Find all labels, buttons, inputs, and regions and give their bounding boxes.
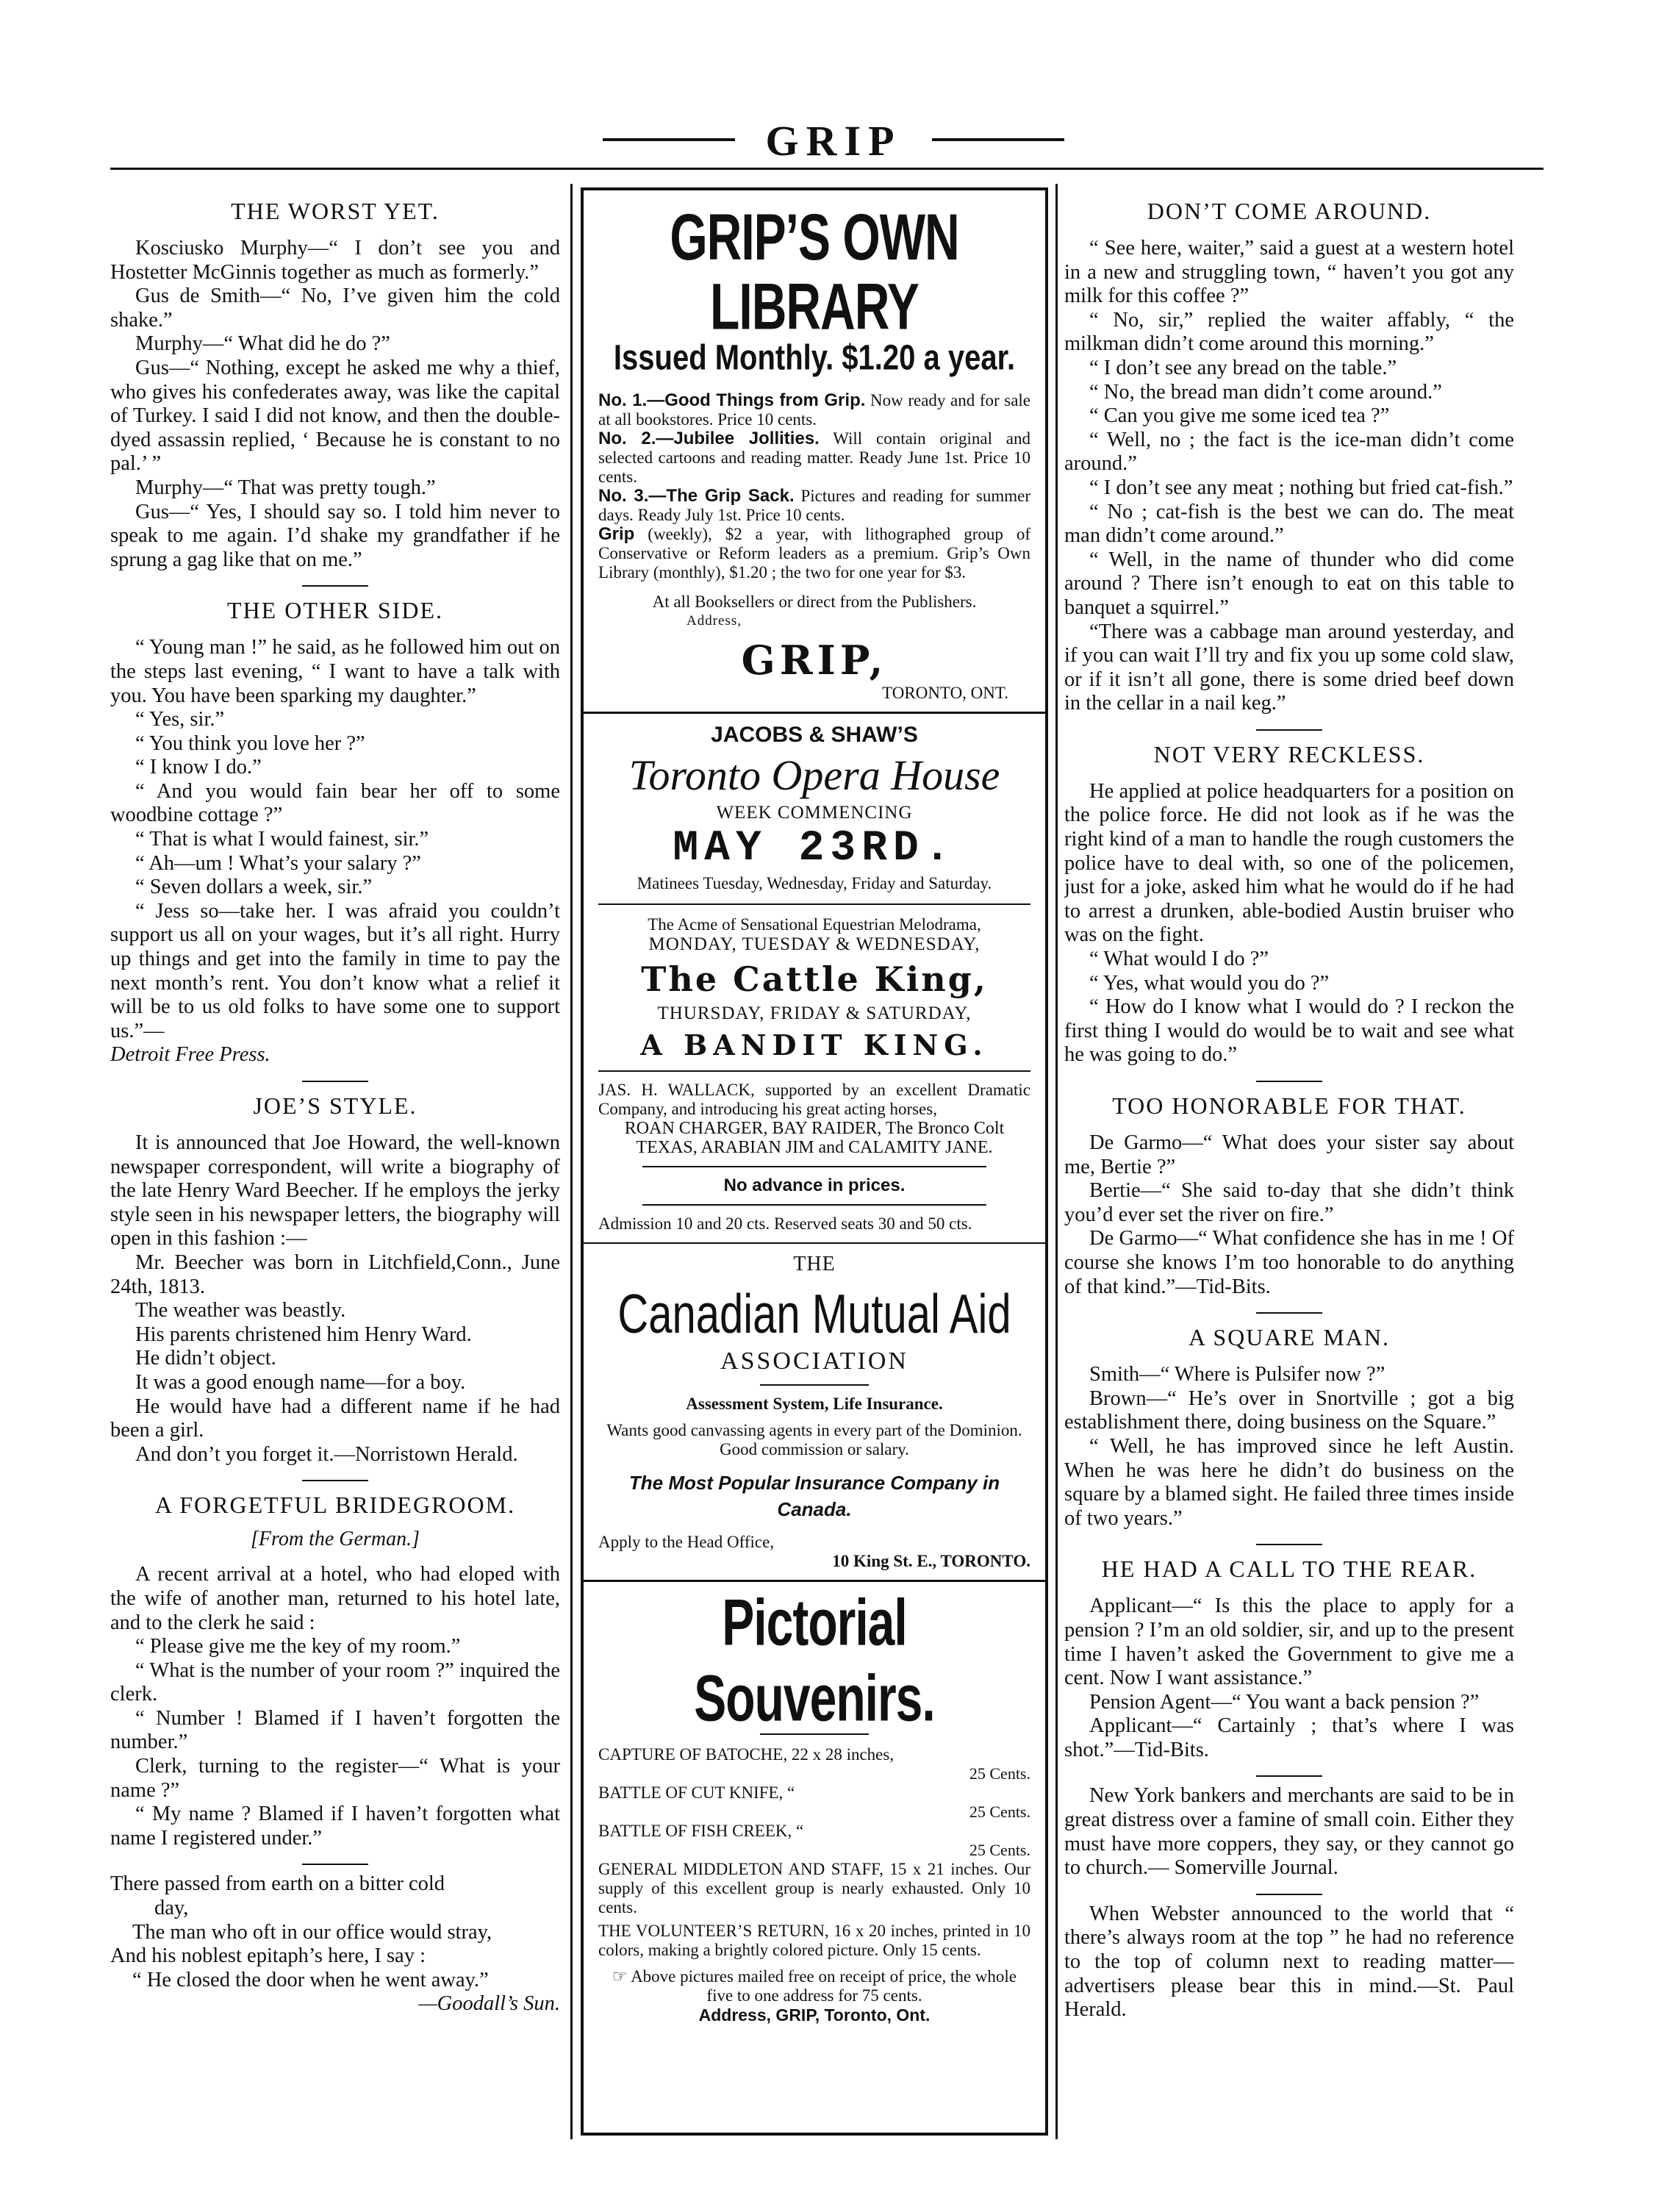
column-left: [110, 187, 560, 2143]
source-credit: Detroit Free Press.: [110, 1043, 270, 1067]
paragraph: Clerk, turning to the register—“ What is your name ?”: [110, 1755, 560, 1802]
article-title: JOE’S STYLE.: [253, 1092, 417, 1119]
article-too-honorable: [1064, 1092, 1514, 1299]
article-joes-style: [110, 1092, 560, 1467]
opera-prices: No advance in prices.: [723, 1175, 906, 1195]
paragraph: “ Ah—um ! What’s your salary ?”: [135, 851, 421, 875]
article-worst-yet: [110, 198, 560, 572]
mutual-system: Assessment System, Life Insurance.: [686, 1395, 943, 1413]
ad-mutual-aid: [598, 1253, 1030, 1571]
ad-divider: [642, 1204, 986, 1206]
paragraph: “ Please give me the key of my room.”: [135, 1635, 461, 1658]
item-text: Pictures and reading for summer days. Ready July 1st. Price 10 cents.: [598, 487, 1031, 524]
paragraph: “ Young man !” he said, as he followed him out on the steps last evening, “ I want to have a talk with you. You have been sparking my daughter.”: [110, 636, 560, 707]
paragraph-bankers: New York bankers and merchants are said to be in great distress over a famine of small coin. Either they must have more coppers, they say, or they cannot go to church.— Somerville Journal.: [1064, 1784, 1514, 1880]
paragraph: Applicant—“ Cartainly ; that’s where I was shot.”—Tid-Bits.: [1064, 1714, 1514, 1761]
divider: [302, 1480, 368, 1481]
paragraph: Mr. Beecher was born in Litchfield,Conn., June 24th, 1813.: [110, 1250, 560, 1298]
article-title: THE OTHER SIDE.: [227, 597, 443, 624]
ad-divider: [584, 1580, 1045, 1582]
souvenir-price: 25 Cents.: [969, 1841, 1030, 1859]
mutual-agents: Wants good canvassing agents in every part of the Dominion. Good commission or salary.: [606, 1421, 1022, 1458]
masthead-rule-right: [932, 138, 1064, 141]
paragraph: Murphy—“ What did he do ?”: [135, 332, 390, 356]
paragraph: “ No, sir,” replied the waiter affably, “ the milkman didn’t come around this morning.”: [1064, 308, 1514, 356]
souvenir-name: CAPTURE OF BATOCHE, 22 x 28 inches,: [598, 1745, 895, 1764]
souvenir-item: [598, 1745, 1030, 1783]
paragraph: “ What is the number of your room ?” inquired the clerk.: [110, 1658, 560, 1706]
souvenir-mailed: ☞ Above pictures mailed free on receipt of price, the whole five to one address for 75 cents.: [612, 1967, 1017, 2005]
souvenir-name: BATTLE OF CUT KNIFE, “: [598, 1783, 795, 1802]
article-not-very-reckless: [1064, 741, 1514, 1067]
paragraph: “ I know I do.”: [135, 756, 262, 779]
mutual-popular: The Most Popular Insurance Company in Canada.: [628, 1472, 1000, 1520]
mutual-address: 10 King St. E., TORONTO.: [832, 1552, 1030, 1570]
paragraph: “ I don’t see any bread on the table.”: [1089, 356, 1397, 379]
paragraph: The weather was beastly.: [135, 1299, 346, 1322]
masthead-title: GRIP: [765, 117, 902, 165]
souvenir-price: 25 Cents.: [969, 1803, 1030, 1821]
article-dont-come-around: [1064, 198, 1514, 716]
article-title: THE WORST YET.: [231, 198, 440, 224]
paragraph: A recent arrival at a hotel, who had eloped with the wife of another man, returned to his hotel late, and to the clerk he said :: [110, 1563, 560, 1634]
paragraph: Kosciusko Murphy—“ I don’t see you and Hostetter McGinnis together as much as formerly.”: [110, 237, 560, 284]
item-label: Grip: [598, 524, 635, 544]
masthead: [0, 110, 1667, 169]
mutual-assoc: ASSOCIATION: [720, 1347, 908, 1375]
verse-line: The man who oft in our office would stray,: [132, 1920, 492, 1944]
opera-show: A BANDIT KING.: [640, 1028, 989, 1062]
article-title: DON’T COME AROUND.: [1147, 198, 1432, 224]
paragraph: “ Yes, sir.”: [135, 708, 225, 731]
article-square-man: [1064, 1324, 1514, 1531]
paragraph: “ I don’t see any meat ; nothing but fried cat-fish.”: [1089, 476, 1513, 499]
paragraph: And don’t you forget it.—Norristown Herald.: [135, 1442, 518, 1466]
article-title: NOT VERY RECKLESS.: [1153, 740, 1425, 767]
ad-grips-library: [598, 199, 1031, 703]
divider: [302, 1864, 368, 1865]
ad-divider: [598, 1070, 1030, 1072]
library-item: [598, 429, 1030, 487]
article-title: A FORGETFUL BRIDEGROOM.: [154, 1492, 516, 1519]
verse-line: There passed from earth on a bitter cold: [110, 1872, 445, 1896]
ad-divider: [642, 1166, 986, 1167]
opera-venue: Toronto Opera House: [628, 751, 1000, 799]
opera-managers: JACOBS & SHAW’S: [711, 723, 918, 747]
paragraph: Bertie—“ She said to-day that she didn’t think you’d ever set the river on fire.”: [1064, 1179, 1514, 1226]
paragraph: Gus—“ Nothing, except he asked me why a thief, who gives his confederates away, was like the capital of Turkey. I said I did not know, and then the double-dyed assassin replied, ‘ Because he is constant to no pal.’ ”: [110, 356, 560, 476]
opera-days: MONDAY, TUESDAY & WEDNESDAY,: [648, 934, 981, 954]
souvenir-general: GENERAL MIDDLETON AND STAFF, 15 x 21 inches. Our supply of this excellent group is nearly exhausted. Only 10 cents.: [598, 1860, 1030, 1916]
paragraph: “ And you would fain bear her off to some woodbine cottage ?”: [110, 779, 560, 827]
souvenir-item: [598, 1822, 1030, 1860]
item-label: No. 1.—Good Things from Grip.: [598, 390, 866, 410]
verse-line: day,: [154, 1897, 189, 1920]
item-text: Will contain original and selected cartoons and reading matter. Ready June 1st. Price 10 cents.: [598, 429, 1031, 486]
divider: [1256, 1775, 1322, 1777]
ad-opera-house: [598, 723, 1030, 1234]
paragraph: “ What would I do ?”: [1089, 948, 1269, 971]
paragraph: Brown—“ He’s over in Snortville ; got a big establishment there, doing business on the Square.”: [1064, 1386, 1514, 1434]
article-title: HE HAD A CALL TO THE REAR.: [1101, 1556, 1477, 1583]
opera-matinees: Matinees Tuesday, Wednesday, Friday and Saturday.: [637, 874, 992, 892]
mutual-apply: Apply to the Head Office,: [598, 1533, 775, 1551]
ad-divider: [584, 712, 1045, 714]
souvenir-price: 25 Cents.: [969, 1764, 1030, 1783]
article-title: A SQUARE MAN.: [1188, 1324, 1391, 1351]
paragraph: “ Well, no ; the fact is the ice-man didn’t come around.”: [1064, 428, 1514, 476]
paragraph: “ Seven dollars a week, sir.”: [135, 876, 373, 899]
library-item: [598, 391, 1030, 429]
souvenirs-title: Pictorial Souvenirs.: [694, 1585, 935, 1735]
booksellers-note: At all Booksellers or direct from the Publishers.: [652, 593, 977, 611]
divider: [1256, 729, 1322, 731]
library-item: [598, 487, 1030, 525]
opera-date: MAY 23RD.: [673, 825, 956, 873]
paragraph: “There was a cabbage man around yesterday, and if you can wait I’ll try and fix you up some cold slaw, or if it isn’t all gone, there is some dried beef down in the cellar in a nail keg.”: [1064, 620, 1514, 715]
article-subtitle: [From the German.]: [251, 1528, 420, 1551]
column-divider-2: [1055, 184, 1058, 2139]
column-divider-1: [570, 184, 573, 2139]
column-advertisements: [581, 187, 1048, 2136]
paragraph: De Garmo—“ What confidence she has in me ! Of course she knows I’m too honorable to do anything of that kind.”—Tid-Bits.: [1064, 1227, 1514, 1298]
divider: [1256, 1081, 1322, 1082]
souvenir-name: BATTLE OF FISH CREEK, “: [598, 1822, 804, 1840]
paragraph: Gus—“ Yes, I should say so. I told him never to speak to me again. I’d shake my grandfather if he sprung a gag like that on me.”: [110, 500, 560, 571]
source-credit: —Goodall’s Sun.: [418, 1992, 560, 2016]
article-title: TOO HONORABLE FOR THAT.: [1112, 1092, 1466, 1119]
article-forgetful-bridegroom: [110, 1492, 560, 1850]
paragraph: “ How do I know what I would do ? I reckon the first thing I would do would be to wait and see what he was going to do.”: [1064, 995, 1514, 1067]
paragraph: He applied at police headquarters for a position on the police force. He did not look as if he was the right kind of a man to handle the rough customers the police have to deal with, so one of the policemen, just for a joke, asked him what he would do if he had to arrest a drunken, able-bodied Austin bruiser who was on the fight.: [1064, 779, 1514, 947]
paragraph: Smith—“ Where is Pulsifer now ?”: [1089, 1363, 1385, 1386]
verse-epitaph: [110, 1872, 560, 2016]
mutual-name: Canadian Mutual Aid: [617, 1283, 1011, 1345]
paragraph: It was a good enough name—for a boy.: [135, 1370, 466, 1394]
paragraph: “ Well, he has improved since he left Austin. When he was here he didn’t do business on the square by a blamed sight. He failed three times inside of two years.”: [1064, 1434, 1514, 1530]
souvenir-address: Address, GRIP, Toronto, Ont.: [698, 2005, 931, 2025]
header-divider: [110, 168, 1544, 170]
divider: [302, 1081, 368, 1082]
opera-acme: The Acme of Sensational Equestrian Melodrama,: [648, 915, 981, 934]
paragraph: “ You think you love her ?”: [135, 731, 365, 755]
verse-line: And his noblest epitaph’s here, I say :: [110, 1944, 426, 1968]
mutual-the: THE: [793, 1253, 836, 1275]
opera-cast: JAS. H. WALLACK, supported by an excellent Dramatic Company, and introducing his great acting horses,: [598, 1081, 1030, 1118]
item-label: No. 2.—Jubilee Jollities.: [598, 429, 820, 448]
paragraph: “ See here, waiter,” said a guest at a western hotel in a new and struggling town, “ haven’t you got any milk for this coffee ?”: [1064, 237, 1514, 308]
paragraph: Murphy—“ That was pretty tough.”: [135, 476, 436, 499]
divider: [1256, 1544, 1322, 1545]
opera-horses: ROAN CHARGER, BAY RAIDER, The Bronco Colt TEXAS, ARABIAN JIM and CALAMITY JANE.: [624, 1119, 1005, 1157]
paragraph: “ That is what I would fainest, sir.”: [135, 828, 429, 851]
divider: [302, 585, 368, 587]
paragraph: It is announced that Joe Howard, the well-known newspaper correspondent, will write a biography of the late Henry Ward Beecher. If he employs the jerky style seen in his newspaper letters, the biography will open in this fashion :—: [110, 1131, 560, 1250]
souvenir-item: [598, 1783, 1030, 1822]
paragraph: He would have had a different name if he had been a girl.: [110, 1395, 560, 1442]
ad-divider: [598, 903, 1030, 905]
divider: [1256, 1312, 1322, 1314]
column-right: [1064, 187, 1514, 2143]
ad-divider: [584, 1242, 1045, 1244]
article-call-to-rear: [1064, 1556, 1514, 1762]
opera-show: The Cattle King,: [641, 959, 988, 999]
ad-pictorial-souvenirs: [598, 1585, 1030, 2025]
grip-logo: GRIP,: [741, 637, 888, 684]
opera-days: THURSDAY, FRIDAY & SATURDAY,: [657, 1003, 972, 1023]
paragraph: “ No, the bread man didn’t come around.”: [1089, 380, 1442, 404]
paragraph-webster: When Webster announced to the world that “ there’s always room at the top ” he had no reference to the top of column next to reading matter—advertisers please bear this in mind.—St. Paul Herald.: [1064, 1902, 1514, 2022]
verse-line: “ He closed the door when he went away.”: [132, 1968, 489, 1991]
library-item: [598, 525, 1030, 582]
ad-divider: [760, 1384, 869, 1386]
paragraph: “ Well, in the name of thunder who did come around ? There isn’t enough to eat on this table to banquet a squirrel.”: [1064, 548, 1514, 619]
article-other-side: [110, 597, 560, 1067]
address-label: Address,: [686, 613, 742, 629]
paragraph: “ Yes, what would you do ?”: [1089, 971, 1330, 995]
paragraph: De Garmo—“ What does your sister say about me, Bertie ?”: [1064, 1131, 1514, 1178]
library-subtitle: Issued Monthly. $1.20 a year.: [613, 338, 1016, 378]
item-text: (weekly), $2 a year, with lithographed group of Conservative or Reform leaders as a premium. Grip’s Own Library (monthly), $1.20 ; the two for one year for $3.: [598, 525, 1030, 581]
paragraph: “ Number ! Blamed if I haven’t forgotten the number.”: [110, 1706, 560, 1754]
library-title: GRIP’S OWN LIBRARY: [670, 199, 959, 343]
publisher-city: TORONTO, ONT.: [882, 684, 1008, 702]
paragraph: Applicant—“ Is this the place to apply for a pension ? I’m an old soldier, sir, and up to the present time I haven’t asked the Government to give me a cent. Now I want assistance.”: [1064, 1594, 1514, 1690]
paragraph: “ My name ? Blamed if I haven’t forgotten what name I registered under.”: [110, 1803, 560, 1850]
paragraph: “ Can you give me some iced tea ?”: [1089, 404, 1390, 428]
paragraph: His parents christened him Henry Ward.: [135, 1322, 472, 1346]
item-label: No. 3.—The Grip Sack.: [598, 486, 795, 506]
opera-week: WEEK COMMENCING: [716, 803, 913, 823]
paragraph: Pension Agent—“ You want a back pension ?”: [1089, 1690, 1480, 1714]
paragraph: He didn’t object.: [135, 1347, 276, 1370]
paragraph: “ Jess so—take her. I was afraid you couldn’t support us all on your wages, but it’s all right. Hurry up things and get into the family in time to pay the next month’s rent. You don’t know what a relief it will be to us old folks to have some one to support us.”—: [110, 899, 560, 1042]
paragraph: “ No ; cat-fish is the best we can do. The meat man didn’t come around.”: [1064, 500, 1514, 548]
divider: [1256, 1894, 1322, 1895]
souvenir-volunteer: THE VOLUNTEER’S RETURN, 16 x 20 inches, printed in 10 colors, making a brightly colored picture. Only 15 cents.: [598, 1922, 1030, 1959]
paragraph: Gus de Smith—“ No, I’ve given him the cold shake.”: [110, 284, 560, 332]
item-text: Now ready and for sale at all bookstores. Price 10 cents.: [598, 391, 1030, 429]
opera-admission: Admission 10 and 20 cts. Reserved seats 30 and 50 cts.: [598, 1214, 972, 1233]
